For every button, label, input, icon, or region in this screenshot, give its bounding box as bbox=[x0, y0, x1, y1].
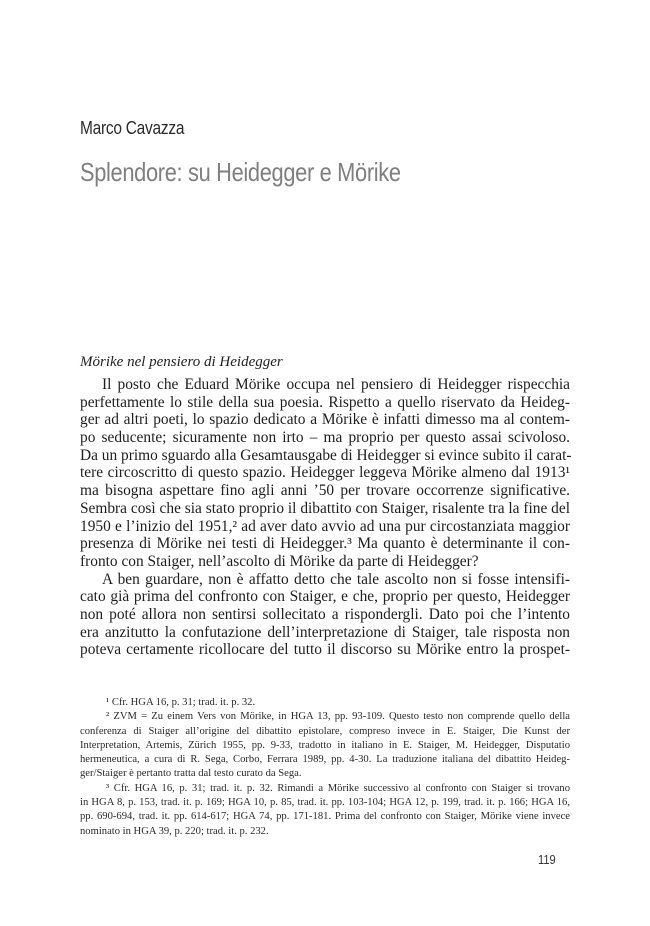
body-line: cato già prima del confronto con Staiger, e che, proprio per questo, Heidegger bbox=[80, 588, 570, 606]
footnote-line: Interpretation, Artemis, Zürich 1955, pp. 9-33, tradotto in italiano in E. Staiger, M. Heidegger, Disputatio bbox=[80, 739, 570, 751]
body-line: tere circoscritto di questo spazio. Heidegger leggeva Mörike almeno dal 1913¹ bbox=[80, 464, 570, 482]
body-line: presenza di Mörike nei testi di Heidegger.³ Ma quanto è determinante il con- bbox=[80, 535, 570, 553]
body-line: poteva certamente ricollocare del tutto il discorso su Mörike entro la prospet- bbox=[80, 641, 570, 659]
body-line: 1950 e l’inizio del 1951,² ad aver dato avvio ad una pur circostanziata maggior bbox=[80, 517, 570, 535]
body-line: era anzitutto la confutazione dell’interpretazione di Staiger, tale risposta non bbox=[80, 623, 570, 641]
body-line: Il posto che Eduard Mörike occupa nel pensiero di Heidegger rispecchia bbox=[102, 376, 570, 393]
footnote-line: hermeneutica, a cura di R. Sega, Corbo, Ferrara 1989, pp. 4-30. La traduzione italiana del dibattito Heideg- bbox=[80, 754, 570, 766]
body-line: po seducente; sicuramente non irto – ma proprio per questo assai scivoloso. bbox=[80, 429, 570, 447]
page-number: 119 bbox=[538, 852, 556, 867]
footnotes bbox=[80, 696, 570, 839]
footnote-line: ger/Staiger è pertanto tratta dal testo curato da Sega. bbox=[80, 768, 302, 780]
body-text bbox=[80, 376, 570, 659]
footnote-line: ³ Cfr. HGA 16, p. 31; trad. it. p. 32. Rimandi a Mörike successivo al confronto con Staiger si trovano bbox=[106, 782, 570, 794]
body-line: A ben guardare, non è affatto detto che tale ascolto non si fosse intensifi- bbox=[102, 570, 570, 588]
body-line: Da un primo sguardo alla Gesamtausgabe di Heidegger si evince subito il carat- bbox=[80, 446, 572, 464]
body-line: perfettamente lo stile della sua poesia. Rispetto a quello riservato da Heideg- bbox=[80, 393, 570, 411]
body-line: Sembra così che sia stato proprio il dibattito con Staiger, risalente tra la fine del bbox=[80, 499, 570, 517]
body-line: non poté allora non sentirsi sollecitato a rispondergli. Dato poi che l’intento bbox=[80, 605, 570, 623]
chapter-title: Splendore: su Heidegger e Mörike bbox=[80, 157, 401, 187]
body-line: ger ad altri poeti, lo spazio dedicato a Mörike è infatti dimesso ma al contem- bbox=[80, 411, 570, 429]
author-name: Marco Cavazza bbox=[80, 118, 185, 138]
footnote-line: ² ZVM = Zu einem Vers von Mörike, in HGA 13, pp. 93-109. Questo testo non comprende quello della bbox=[106, 711, 570, 723]
footnote-line: pp. 690-694, trad. it. pp. 614-617; HGA 74, pp. 171-181. Prima del confronto con Staiger, Mörike viene invece bbox=[80, 811, 570, 823]
footnote-line: in HGA 8, p. 153, trad. it. p. 169; HGA 10, p. 85, trad. it. pp. 103-104; HGA 12, p. 199, trad. it. p. 166; HGA 16, bbox=[80, 797, 570, 809]
footnote-line: nominato in HGA 39, p. 220; trad. it. p. 232. bbox=[80, 825, 269, 837]
section-heading: Mörike nel pensiero di Heidegger bbox=[80, 354, 283, 370]
footnote-line: ¹ Cfr. HGA 16, p. 31; trad. it. p. 32. bbox=[106, 697, 256, 708]
body-line: fronto con Staiger, nell’ascolto di Mörike da parte di Heidegger? bbox=[80, 552, 479, 570]
body-line: ma bisogna aspettare fino agli anni ’50 per trovare occorrenze significative. bbox=[80, 482, 570, 500]
footnote-line: conferenza di Staiger all’origine del dibattito epistolare, compreso invece in E. Staiger, Die Kunst der bbox=[80, 725, 570, 737]
